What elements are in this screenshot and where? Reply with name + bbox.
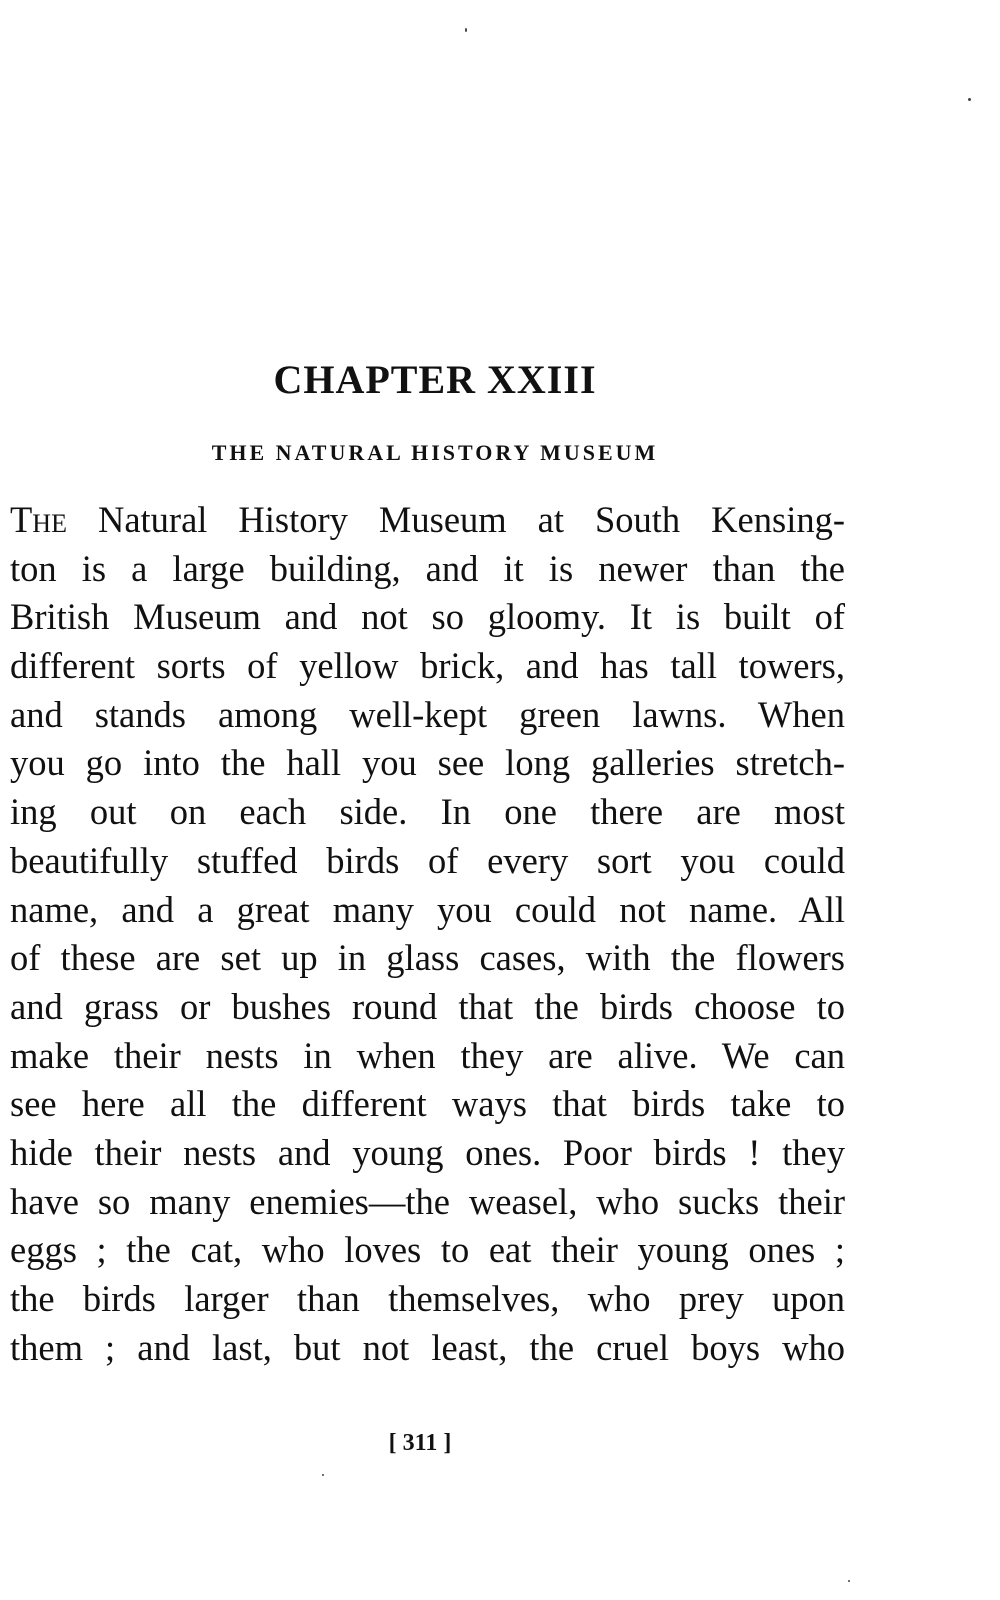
- text-line: and stands among well-kept green lawns. When: [10, 693, 845, 735]
- text-line: hide their nests and young ones. Poor birds ! they: [10, 1131, 845, 1173]
- text-line: and grass or bushes round that the birds choose to: [10, 985, 845, 1027]
- lead-word: The: [10, 499, 67, 540]
- text-line: the birds larger than themselves, who prey upon: [10, 1278, 845, 1319]
- text-line-content: Natural History Museum at South Kensing-: [66, 499, 845, 540]
- text-line: beautifully stuffed birds of every sort you could: [10, 839, 845, 881]
- text-line: eggs ; the cat, who loves to eat their young ones ;: [10, 1229, 845, 1271]
- scan-speck: [848, 1580, 850, 1582]
- text-line: British Museum and not so gloomy. It is built of: [10, 596, 845, 638]
- chapter-heading: CHAPTER XXIII: [273, 357, 597, 402]
- text-line: of these are set up in glass cases, with the flowers: [10, 937, 845, 979]
- text-line: ing out on each side. In one there are most: [10, 791, 845, 833]
- text-line: them ; and last, but not least, the cruel boys who: [10, 1326, 845, 1368]
- text-line: see here all the different ways that birds take to: [10, 1083, 845, 1125]
- scan-speck: [968, 98, 971, 101]
- text-line: [10, 496, 845, 545]
- text-line: name, and a great many you could not name. All: [10, 888, 845, 930]
- text-line: different sorts of yellow brick, and has tall towers,: [10, 645, 845, 687]
- text-line: have so many enemies—the weasel, who sucks their: [10, 1180, 845, 1222]
- chapter-subtitle: THE NATURAL HISTORY MUSEUM: [211, 440, 659, 465]
- scan-speck: [322, 1474, 324, 1476]
- text-line: you go into the hall you see long galleries stretch-: [10, 742, 845, 784]
- body-text: [10, 496, 845, 1372]
- scan-speck: [465, 28, 467, 32]
- text-line: ton is a large building, and it is newer than the: [10, 547, 845, 589]
- page-number: [ 311 ]: [388, 1430, 452, 1456]
- text-line: make their nests in when they are alive. We can: [10, 1034, 845, 1076]
